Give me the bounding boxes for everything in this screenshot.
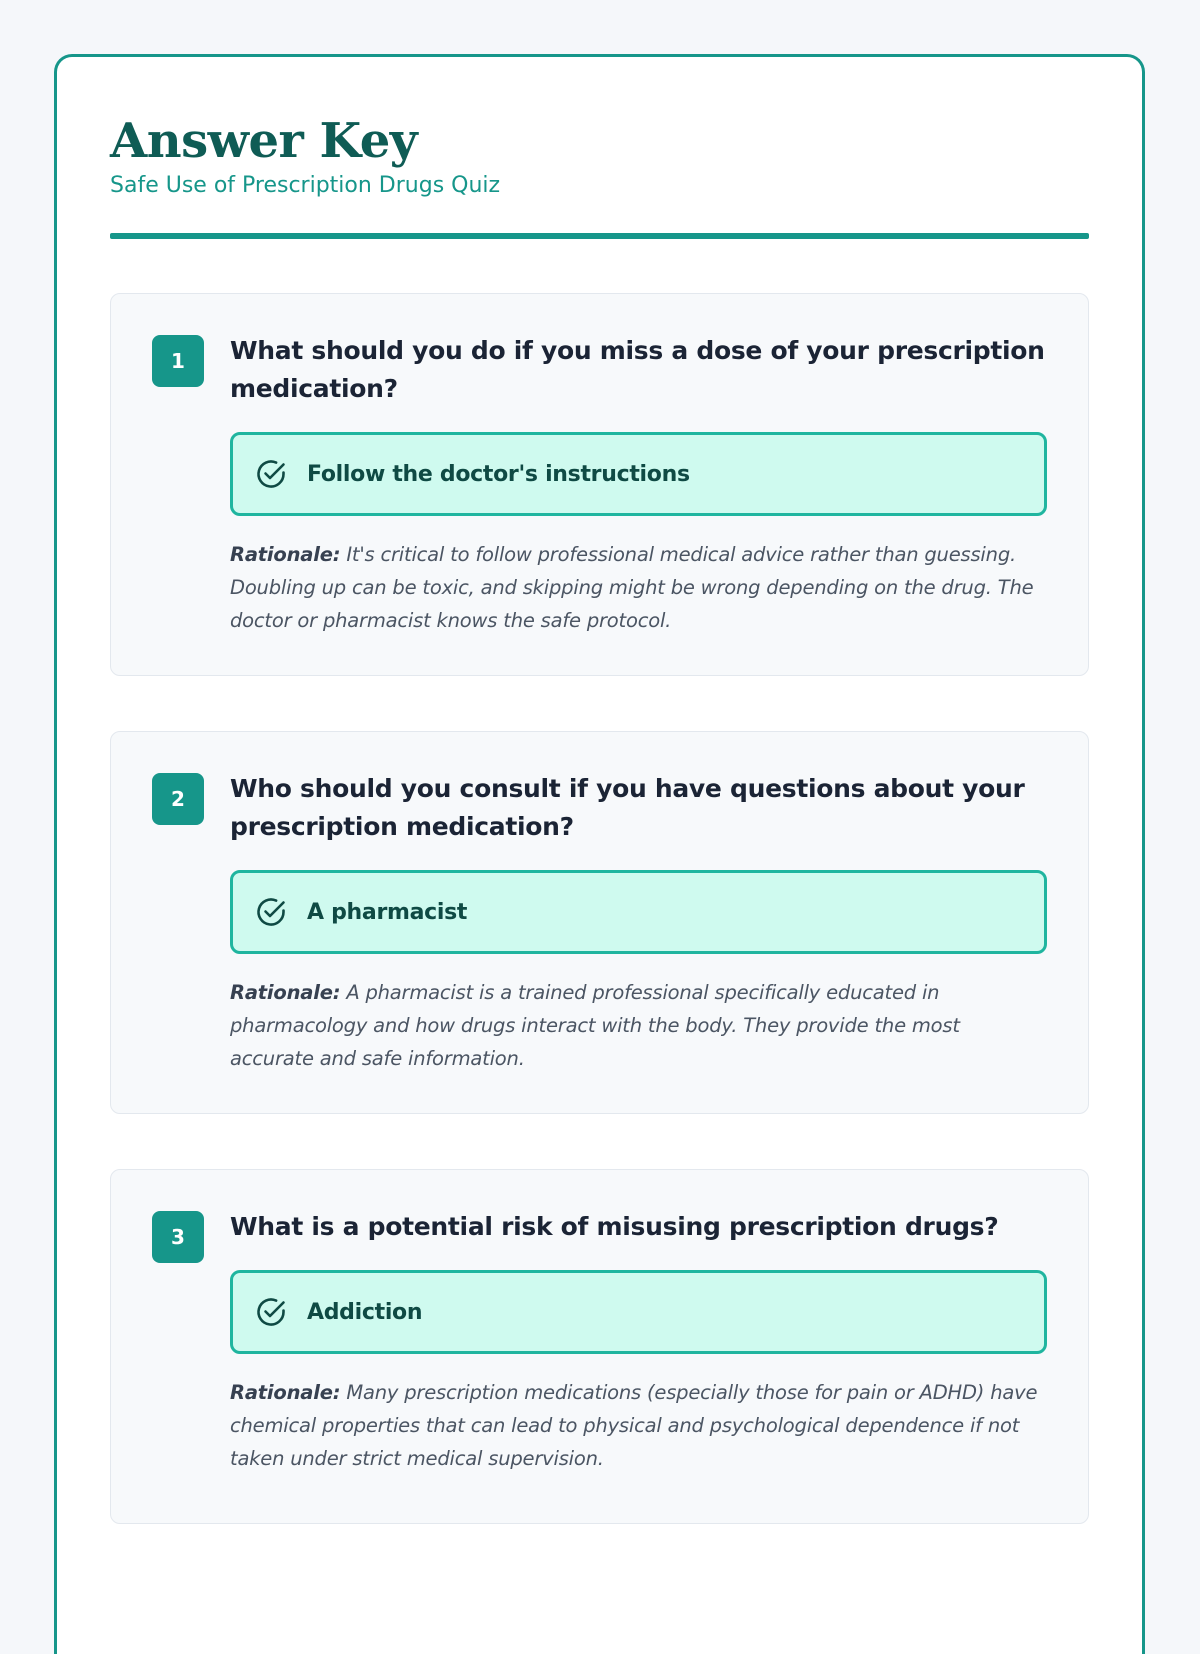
question-body bbox=[230, 1170, 1047, 1475]
rationale-label: Rationale: bbox=[230, 981, 341, 1004]
question-text: What should you do if you miss a dose of your prescription medication? bbox=[230, 336, 1045, 403]
correct-answer-box bbox=[230, 432, 1047, 516]
question-text: Who should you consult if you have questions about your prescription medication? bbox=[230, 774, 1025, 841]
correct-answer-box bbox=[230, 1270, 1047, 1354]
rationale-text: A pharmacist is a trained professional specifically educated in pharmacology and how drugs interact with the body. They provide the most accurate and safe information. bbox=[230, 981, 960, 1070]
question-number-badge: 3 bbox=[152, 1211, 204, 1263]
rationale-label: Rationale: bbox=[230, 543, 341, 566]
question-card-3 bbox=[110, 1169, 1089, 1524]
page-title: Answer Key bbox=[110, 113, 418, 169]
question-text: What is a potential risk of misusing prescription drugs? bbox=[230, 1212, 999, 1241]
question-card-1 bbox=[110, 293, 1089, 676]
correct-answer-text: Follow the doctor's instructions bbox=[307, 461, 690, 487]
question-number-badge: 1 bbox=[152, 335, 204, 387]
correct-answer-text: Addiction bbox=[307, 1299, 423, 1325]
rationale bbox=[230, 976, 1047, 1075]
check-circle-icon bbox=[253, 1294, 289, 1330]
answer-key-card bbox=[54, 54, 1145, 1654]
correct-answer-text: A pharmacist bbox=[307, 899, 468, 925]
rationale-text: Many prescription medications (especially those for pain or ADHD) have chemical properties that can lead to physical and psychological dependence if not taken under strict medical supervision. bbox=[230, 1381, 1038, 1470]
question-body bbox=[230, 732, 1047, 1075]
header-divider bbox=[110, 233, 1089, 239]
question-number-badge: 2 bbox=[152, 773, 204, 825]
question-card-2 bbox=[110, 731, 1089, 1114]
rationale bbox=[230, 1376, 1047, 1475]
check-circle-icon bbox=[253, 456, 289, 492]
question-body bbox=[230, 294, 1047, 637]
rationale-text: It's critical to follow professional medical advice rather than guessing. Doubling up can be toxic, and skipping might be wrong depending on the drug. The doctor or pharmacist knows the safe protocol. bbox=[230, 543, 1034, 632]
header bbox=[110, 57, 1089, 239]
correct-answer-box bbox=[230, 870, 1047, 954]
check-circle-icon bbox=[253, 894, 289, 930]
page-subtitle: Safe Use of Prescription Drugs Quiz bbox=[110, 173, 501, 198]
rationale-label: Rationale: bbox=[230, 1381, 341, 1404]
rationale bbox=[230, 538, 1047, 637]
